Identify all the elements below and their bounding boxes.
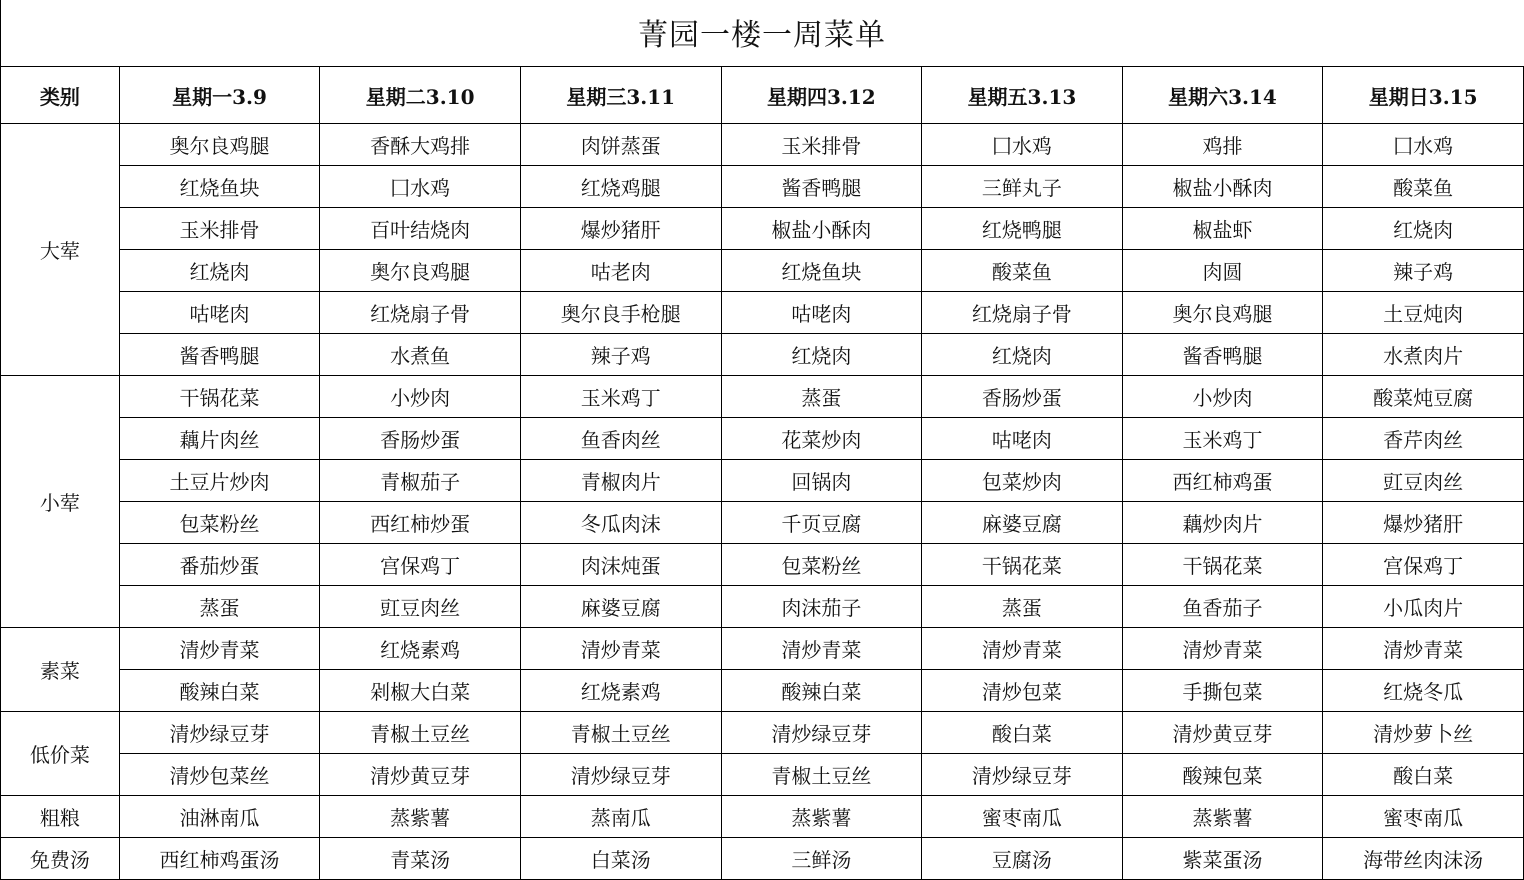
dish-cell: 奥尔良鸡腿 [119,124,320,166]
dish-cell: 奥尔良鸡腿 [320,250,521,292]
dish-cell: 清炒青菜 [119,628,320,670]
dish-cell: 清炒青菜 [1122,628,1323,670]
dish-cell: 蜜枣南瓜 [922,796,1123,838]
dish-cell: 千页豆腐 [721,502,922,544]
dish-cell: 小炒肉 [320,376,521,418]
dish-cell: 酱香鸭腿 [119,334,320,376]
dish-cell: 西红柿鸡蛋 [1122,460,1323,502]
category-cell: 小荤 [1,376,120,628]
day-header: 星期一3.9 [119,67,320,124]
dish-cell: 土豆炖肉 [1323,292,1524,334]
dish-cell: 咕咾肉 [119,292,320,334]
dish-cell: 酸辣包菜 [1122,754,1323,796]
menu-row [1,796,1524,838]
dish-cell: 清炒黄豆芽 [1122,712,1323,754]
dish-cell: 水煮鱼 [320,334,521,376]
dish-cell: 鸡排 [1122,124,1323,166]
dish-cell: 香酥大鸡排 [320,124,521,166]
dish-cell: 蒸紫薯 [320,796,521,838]
menu-row [1,418,1524,460]
dish-cell: 蒸蛋 [922,586,1123,628]
dish-cell: 水煮肉片 [1323,334,1524,376]
dish-cell: 香肠炒蛋 [320,418,521,460]
dish-cell: 红烧素鸡 [520,670,721,712]
dish-cell: 蜜枣南瓜 [1323,796,1524,838]
dish-cell: 红烧鱼块 [721,250,922,292]
dish-cell: 肉沫炖蛋 [520,544,721,586]
menu-row [1,292,1524,334]
dish-cell: 海带丝肉沫汤 [1323,838,1524,880]
dish-cell: 藕炒肉片 [1122,502,1323,544]
dish-cell: 麻婆豆腐 [520,586,721,628]
dish-cell: 玉米鸡丁 [520,376,721,418]
day-header: 星期日3.15 [1323,67,1524,124]
dish-cell: 三鲜丸子 [922,166,1123,208]
dish-cell: 酸菜炖豆腐 [1323,376,1524,418]
dish-cell: 鱼香肉丝 [520,418,721,460]
dish-cell: 土豆片炒肉 [119,460,320,502]
dish-cell: 三鲜汤 [721,838,922,880]
dish-cell: 红烧扇子骨 [922,292,1123,334]
menu-row [1,670,1524,712]
dish-cell: 清炒萝卜丝 [1323,712,1524,754]
category-header: 类别 [1,67,120,124]
day-header: 星期六3.14 [1122,67,1323,124]
dish-cell: 红烧鸡腿 [520,166,721,208]
day-header: 星期五3.13 [922,67,1123,124]
dish-cell: 油淋南瓜 [119,796,320,838]
dish-cell: 剁椒大白菜 [320,670,521,712]
category-cell: 免费汤 [1,838,120,880]
dish-cell: 清炒绿豆芽 [520,754,721,796]
dish-cell: 豆腐汤 [922,838,1123,880]
dish-cell: 红烧鸭腿 [922,208,1123,250]
menu-body [1,124,1524,880]
menu-row [1,586,1524,628]
menu-row [1,838,1524,880]
menu-row [1,124,1524,166]
menu-row [1,166,1524,208]
dish-cell: 椒盐小酥肉 [1122,166,1323,208]
dish-cell: 蒸蛋 [119,586,320,628]
dish-cell: 青菜汤 [320,838,521,880]
menu-title: 菁园一楼一周菜单 [638,18,886,53]
weekly-menu-table [0,66,1524,880]
menu-row [1,502,1524,544]
dish-cell: 辣子鸡 [1323,250,1524,292]
dish-cell: 干锅花菜 [1122,544,1323,586]
dish-cell: 回锅肉 [721,460,922,502]
dish-cell: 紫菜蛋汤 [1122,838,1323,880]
dish-cell: 玉米排骨 [721,124,922,166]
menu-row [1,250,1524,292]
dish-cell: 蒸紫薯 [721,796,922,838]
dish-cell: 酱香鸭腿 [721,166,922,208]
dish-cell: 囗水鸡 [1323,124,1524,166]
dish-cell: 红烧扇子骨 [320,292,521,334]
dish-cell: 麻婆豆腐 [922,502,1123,544]
dish-cell: 冬瓜肉沫 [520,502,721,544]
dish-cell: 咕老肉 [520,250,721,292]
dish-cell: 肉沫茄子 [721,586,922,628]
dish-cell: 干锅花菜 [119,376,320,418]
dish-cell: 小炒肉 [1122,376,1323,418]
dish-cell: 椒盐虾 [1122,208,1323,250]
category-cell: 大荤 [1,124,120,376]
dish-cell: 囗水鸡 [320,166,521,208]
category-cell: 低价菜 [1,712,120,796]
dish-cell: 百叶结烧肉 [320,208,521,250]
dish-cell: 蒸南瓜 [520,796,721,838]
dish-cell: 包菜炒肉 [922,460,1123,502]
dish-cell: 红烧肉 [721,334,922,376]
dish-cell: 酸菜鱼 [1323,166,1524,208]
dish-cell: 玉米排骨 [119,208,320,250]
dish-cell: 蒸蛋 [721,376,922,418]
dish-cell: 酸白菜 [1323,754,1524,796]
dish-cell: 奥尔良鸡腿 [1122,292,1323,334]
dish-cell: 红烧鱼块 [119,166,320,208]
dish-cell: 红烧肉 [922,334,1123,376]
dish-cell: 咕咾肉 [721,292,922,334]
dish-cell: 白菜汤 [520,838,721,880]
dish-cell: 清炒青菜 [922,628,1123,670]
dish-cell: 红烧素鸡 [320,628,521,670]
header-row [1,67,1524,124]
dish-cell: 红烧冬瓜 [1323,670,1524,712]
dish-cell: 奥尔良手枪腿 [520,292,721,334]
menu-row [1,376,1524,418]
dish-cell: 清炒黄豆芽 [320,754,521,796]
dish-cell: 肉饼蒸蛋 [520,124,721,166]
dish-cell: 玉米鸡丁 [1122,418,1323,460]
category-cell: 素菜 [1,628,120,712]
dish-cell: 西红柿炒蛋 [320,502,521,544]
dish-cell: 咕咾肉 [922,418,1123,460]
menu-row [1,712,1524,754]
dish-cell: 清炒绿豆芽 [721,712,922,754]
dish-cell: 红烧肉 [1323,208,1524,250]
dish-cell: 西红柿鸡蛋汤 [119,838,320,880]
dish-cell: 包菜粉丝 [119,502,320,544]
dish-cell: 清炒绿豆芽 [922,754,1123,796]
day-header: 星期二3.10 [320,67,521,124]
dish-cell: 小瓜肉片 [1323,586,1524,628]
dish-cell: 宫保鸡丁 [320,544,521,586]
dish-cell: 青椒茄子 [320,460,521,502]
day-header: 星期三3.11 [520,67,721,124]
dish-cell: 酱香鸭腿 [1122,334,1323,376]
dish-cell: 清炒包菜 [922,670,1123,712]
menu-row [1,208,1524,250]
dish-cell: 宫保鸡丁 [1323,544,1524,586]
dish-cell: 清炒青菜 [1323,628,1524,670]
dish-cell: 肉圆 [1122,250,1323,292]
dish-cell: 酸白菜 [922,712,1123,754]
menu-row [1,334,1524,376]
dish-cell: 豇豆肉丝 [1323,460,1524,502]
dish-cell: 清炒绿豆芽 [119,712,320,754]
dish-cell: 手撕包菜 [1122,670,1323,712]
dish-cell: 爆炒猪肝 [1323,502,1524,544]
dish-cell: 青椒肉片 [520,460,721,502]
dish-cell: 藕片肉丝 [119,418,320,460]
menu-row [1,544,1524,586]
dish-cell: 辣子鸡 [520,334,721,376]
dish-cell: 酸菜鱼 [922,250,1123,292]
dish-cell: 豇豆肉丝 [320,586,521,628]
dish-cell: 蒸紫薯 [1122,796,1323,838]
dish-cell: 青椒土豆丝 [520,712,721,754]
dish-cell: 爆炒猪肝 [520,208,721,250]
dish-cell: 囗水鸡 [922,124,1123,166]
dish-cell: 椒盐小酥肉 [721,208,922,250]
dish-cell: 青椒土豆丝 [320,712,521,754]
dish-cell: 包菜粉丝 [721,544,922,586]
dish-cell: 香肠炒蛋 [922,376,1123,418]
dish-cell: 清炒青菜 [721,628,922,670]
dish-cell: 酸辣白菜 [721,670,922,712]
dish-cell: 清炒青菜 [520,628,721,670]
dish-cell: 红烧肉 [119,250,320,292]
dish-cell: 番茄炒蛋 [119,544,320,586]
dish-cell: 鱼香茄子 [1122,586,1323,628]
menu-row [1,460,1524,502]
dish-cell: 花菜炒肉 [721,418,922,460]
dish-cell: 干锅花菜 [922,544,1123,586]
dish-cell: 香芹肉丝 [1323,418,1524,460]
dish-cell: 酸辣白菜 [119,670,320,712]
day-header: 星期四3.12 [721,67,922,124]
menu-row [1,754,1524,796]
dish-cell: 清炒包菜丝 [119,754,320,796]
category-cell: 粗粮 [1,796,120,838]
menu-row [1,628,1524,670]
dish-cell: 青椒土豆丝 [721,754,922,796]
